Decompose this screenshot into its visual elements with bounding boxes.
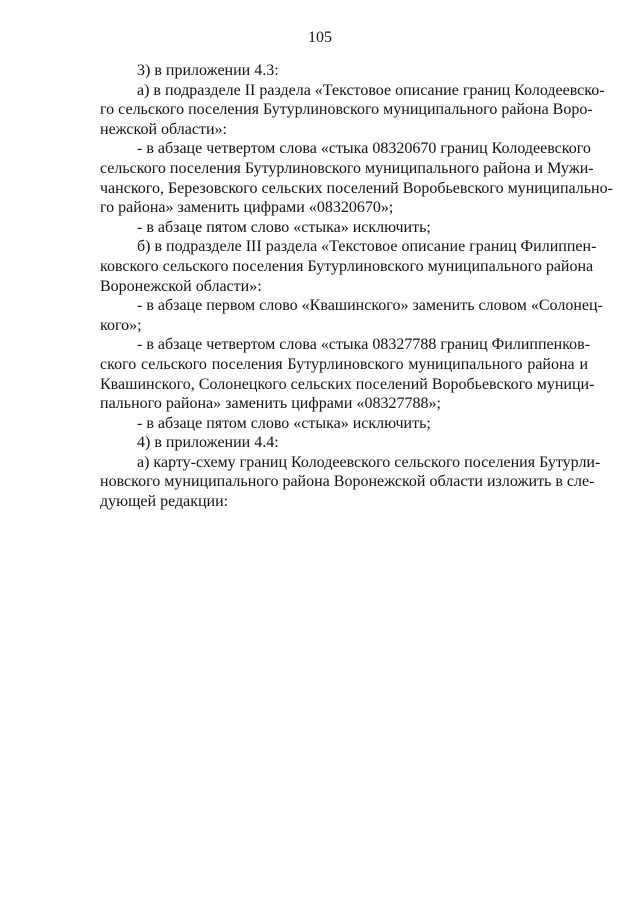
text-line: а) карту-схему границ Колодеевского сельского поселения Бутурли- bbox=[137, 453, 601, 471]
text-line: кого»; bbox=[100, 316, 142, 334]
text-line: - в абзаце пятом слово «стыка» исключить; bbox=[137, 414, 431, 432]
text-line: сельского поселения Бутурлиновского муниципального района и Мужи- bbox=[100, 159, 594, 177]
text-line: а) в подразделе II раздела «Текстовое описание границ Колодеевско- bbox=[137, 81, 605, 99]
text-line: 3) в приложении 4.3: bbox=[137, 62, 279, 79]
text-line: пального района» заменить цифрами «08327788»; bbox=[100, 395, 441, 413]
text-line: - в абзаце четвертом слова «стыка 08320670 границ Колодеевского bbox=[137, 140, 591, 158]
text-line: Квашинского, Солонецкого сельских поселений Воробьевского муници- bbox=[100, 375, 595, 393]
page-number: 105 bbox=[308, 29, 332, 46]
text-line: го района» заменить цифрами «08320670»; bbox=[100, 199, 394, 217]
text-line: б) в подразделе III раздела «Текстовое описание границ Филиппен- bbox=[137, 238, 597, 256]
text-line: - в абзаце пятом слово «стыка» исключить; bbox=[137, 218, 431, 236]
text-line: го сельского поселения Бутурлиновского муниципального района Воро- bbox=[100, 101, 593, 119]
text-line: - в абзаце первом слово «Квашинского» заменить словом «Солонец- bbox=[137, 297, 603, 315]
text-line: ского сельского поселения Бутурлиновского муниципального района и bbox=[100, 355, 588, 373]
text-line: нежской области»: bbox=[100, 120, 227, 138]
text-line: дующей редакции: bbox=[100, 493, 229, 511]
text-line: - в абзаце четвертом слова «стыка 08327788 границ Филиппенков- bbox=[137, 336, 591, 354]
text-line: чанского, Березовского сельских поселений Воробьевского муниципально- bbox=[100, 179, 613, 197]
text-line: ковского сельского поселения Бутурлиновского муниципального района bbox=[100, 257, 594, 275]
document-body bbox=[100, 61, 613, 512]
text-line: 4) в приложении 4.4: bbox=[137, 434, 279, 452]
text-line: Воронежской области»: bbox=[100, 277, 262, 295]
text-line: новского муниципального района Воронежской области изложить в сле- bbox=[100, 473, 595, 491]
